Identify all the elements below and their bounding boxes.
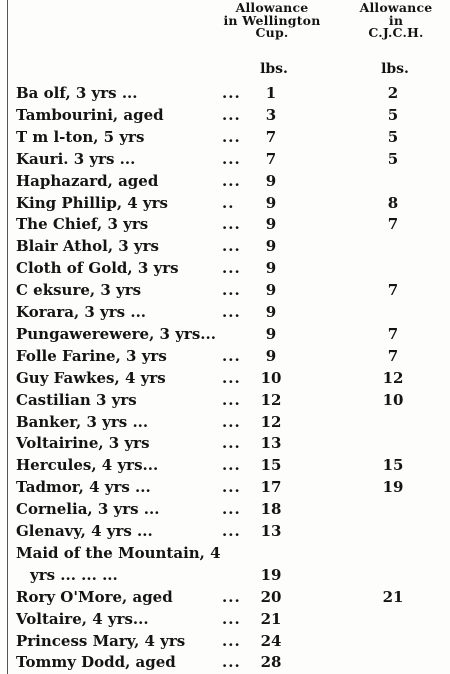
header-wellington [214,2,330,40]
horse-name: Korara, 3 yrs ... [16,303,147,321]
horse-name: Rory O'More, aged [16,587,173,606]
table-row [0,411,450,433]
wellington-allowance: 9 [265,346,277,365]
wellington-allowance: 19 [260,565,282,584]
header-cjch-line1: Allowance [359,0,433,15]
wellington-allowance: 9 [265,281,277,300]
horse-name: yrs ... ... ... [30,565,118,584]
table-row [0,542,450,564]
table-row [0,192,450,214]
horse-name: Folle Farine, 3 yrs [16,346,167,365]
wellington-allowance: 9 [265,171,277,190]
table-row [0,345,450,367]
table-row [0,498,450,520]
table-row [0,257,450,279]
table-row [0,126,450,148]
wellington-allowance: 28 [260,653,282,672]
wellington-allowance: 9 [265,237,277,256]
leader-dots: ... [222,215,241,234]
leader-dots: .. [222,193,235,212]
horse-name: Kauri. 3 yrs ... [16,149,136,168]
header-cjch-line2: in [388,12,404,28]
table-row [0,213,450,235]
leader-dots: ... [222,412,241,431]
table-row [0,389,450,411]
table-row [0,148,450,170]
horse-name: Guy Fawkes, 4 yrs [16,368,166,387]
leader-dots: ... [222,478,241,497]
leader-dots: ... [222,127,241,146]
horse-name: King Phillip, 4 yrs [16,193,168,212]
header-cjch [348,2,444,40]
leader-dots: ... [222,631,241,650]
wellington-allowance: 12 [260,412,282,431]
wellington-allowance: 12 [260,390,282,409]
cjch-allowance: 10 [382,390,404,409]
cjch-allowance: 7 [387,346,399,365]
unit-cjch: lbs. [381,61,409,77]
table-row [0,454,450,476]
horse-name: C eksure, 3 yrs [16,281,142,300]
wellington-allowance: 9 [265,193,277,212]
table-row [0,279,450,301]
wellington-allowance: 9 [265,215,277,234]
table-row [0,323,450,345]
table-row [0,432,450,454]
leader-dots: ... [222,259,241,278]
cjch-allowance: 21 [382,587,404,606]
header-wellington-line1: Allowance [235,0,309,15]
leader-dots: ... [222,434,241,453]
table-row [0,630,450,652]
leader-dots: ... [222,390,241,409]
cjch-allowance: 7 [387,324,399,343]
table-row [0,520,450,542]
table-row [0,564,450,586]
wellington-allowance: 18 [260,500,282,519]
horse-name: Castilian 3 yrs [16,390,137,409]
horse-name: Pungawerewere, 3 yrs... [16,324,216,343]
table-row [0,82,450,104]
wellington-allowance: 17 [260,478,282,497]
horse-name: Ba olf, 3 yrs ... [16,84,138,102]
cjch-allowance: 7 [387,215,399,234]
horse-name: Cornelia, 3 yrs ... [16,500,160,519]
wellington-allowance: 9 [265,259,277,278]
leader-dots: ... [222,500,241,519]
header-cjch-line3: C.J.C.H. [368,25,424,40]
table-row [0,586,450,608]
header-wellington-line2: in Wellington [223,12,321,28]
horse-name: Haphazard, aged [16,171,159,190]
leader-dots: ... [222,281,241,300]
horse-name: Glenavy, 4 yrs ... [16,522,153,540]
horse-name: Voltairine, 3 yrs [16,434,150,453]
leader-dots: ... [222,522,241,540]
cjch-allowance: 12 [382,368,404,387]
horse-name: Maid of the Mountain, 4 [16,543,221,562]
wellington-allowance: 13 [260,434,282,453]
horse-name: Banker, 3 yrs ... [16,412,149,431]
wellington-allowance: 7 [265,149,277,168]
leader-dots: ... [222,237,241,256]
wellington-allowance: 20 [260,587,282,606]
wellington-allowance: 9 [265,303,277,321]
cjch-allowance: 7 [387,281,399,300]
leader-dots: ... [222,653,241,672]
table-row [0,367,450,389]
wellington-allowance: 1 [265,84,277,102]
table-row [0,476,450,498]
leader-dots: ... [222,84,241,102]
horse-name: Tommy Dodd, aged [16,653,176,672]
leader-dots: ... [222,346,241,365]
cjch-allowance: 19 [382,478,404,497]
table-row [0,651,450,673]
horse-name: Tambourini, aged [16,105,164,124]
leader-dots: ... [222,368,241,387]
wellington-allowance: 24 [260,631,282,650]
wellington-allowance: 9 [265,324,277,343]
wellington-allowance: 21 [260,609,282,628]
horse-name: Voltaire, 4 yrs... [16,609,149,628]
wellington-allowance: 7 [265,127,277,146]
wellington-allowance: 15 [260,456,282,475]
horse-name: Princess Mary, 4 yrs [16,631,186,650]
cjch-allowance: 5 [387,149,399,168]
cjch-allowance: 8 [387,193,399,212]
table-row [0,104,450,126]
leader-dots: ... [222,105,241,124]
cjch-allowance: 2 [387,84,399,102]
horse-name: T m l-ton, 5 yrs [16,127,145,146]
cjch-allowance: 15 [382,456,404,475]
horse-name: Tadmor, 4 yrs ... [16,478,151,497]
header-wellington-line3: Cup. [255,25,289,40]
horse-name: The Chief, 3 yrs [16,215,149,234]
table-row [0,608,450,630]
leader-dots: ... [222,171,241,190]
table-row [0,170,450,192]
wellington-allowance: 13 [260,522,282,540]
leader-dots: ... [222,587,241,606]
table-row [0,235,450,257]
table-row [0,301,450,323]
leader-dots: ... [222,609,241,628]
wellington-allowance: 10 [260,368,282,387]
unit-wellington: lbs. [260,61,288,77]
leader-dots: ... [222,149,241,168]
leader-dots: ... [222,303,241,321]
wellington-allowance: 3 [265,105,277,124]
leader-dots: ... [222,456,241,475]
horse-name: Cloth of Gold, 3 yrs [16,259,179,278]
cjch-allowance: 5 [387,127,399,146]
horse-name: Hercules, 4 yrs... [16,456,159,475]
cjch-allowance: 5 [387,105,399,124]
horse-name: Blair Athol, 3 yrs [16,237,159,256]
